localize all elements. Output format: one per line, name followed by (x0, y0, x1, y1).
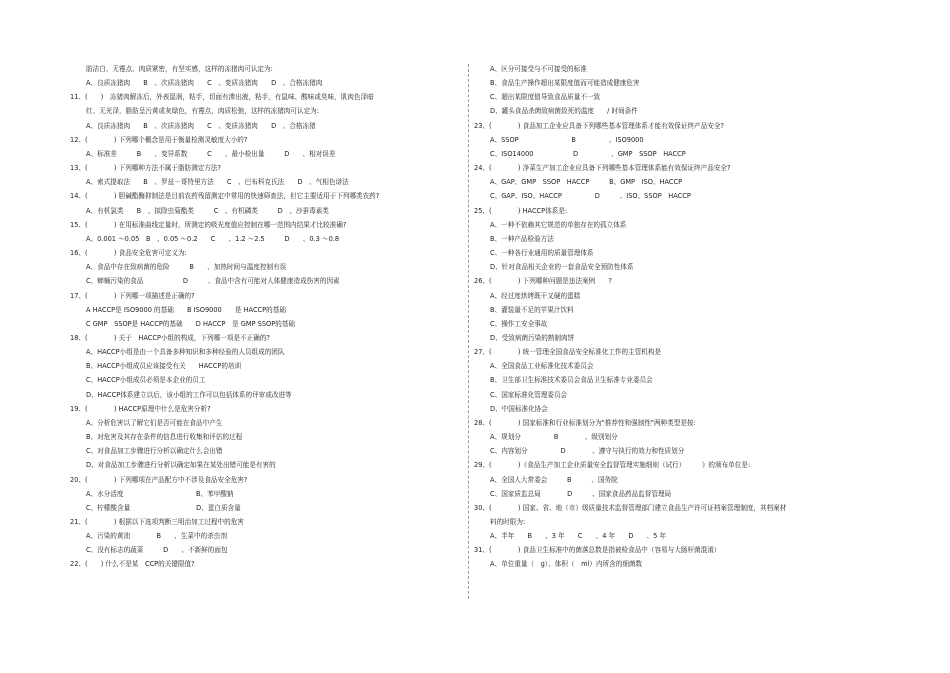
answer-options: C、GAP、ISO、HACCP D 、ISO、SSOP HACCP (490, 192, 691, 201)
question-stem: 24、( ) 净菜生产加工企业应具备下列哪些基本管理体系能有效保证终产品安全? (474, 164, 731, 173)
answer-options: C、操作工安全事故 (490, 319, 548, 328)
answer-options: D、中国标准化协会 (490, 404, 548, 413)
answer-options: A、有机氯类 B 、拟除虫菊酯类 C 、有机磷类 D 、沙蚕毒素类 (86, 206, 329, 215)
answer-options: A、污染的黄油 B 、生菜中的杀虫剂 (86, 532, 227, 541)
answer-options: C、内容划分 D 、遵守与执行的效力和性质划分 (490, 447, 685, 456)
answer-options: B、食品生产操作超出某限度值而可能造成健康危害 (490, 79, 640, 88)
answer-options: A、食品中存在致病菌的危险 B 、加热时间与温度控制有误 (86, 263, 287, 272)
question-stem: 31、( ) 食品卫生标准中的菌落总数是指被检食品中（容易与大肠杆菌混淆） (474, 546, 721, 555)
answer-options: B、一种产品检验方法 (490, 234, 554, 243)
answer-options: A、水分活度 B、苯甲酸钠 (86, 489, 234, 498)
answer-options: C、一种各行业通用的质量管理体系 (490, 249, 594, 258)
question-stem: 11、( ) 冻猪肉解冻后，外表湿润，粘手，切面有渗出液，粘手，有鼠味、酸味或臭味，肌肉色泽暗 (70, 93, 374, 102)
question-stem: 30、( ) 国家、省、地（市）级质量技术监督管理部门建立食品生产许可证档案管理制度，其档案材 (474, 503, 787, 512)
right-column (474, 62, 874, 572)
answer-options: A、分析危害以了解它们是否可能在食品中产生 (86, 418, 223, 427)
answer-options: B、对危害及其存在条件的信息进行收集和评估的过程 (86, 433, 243, 442)
left-column (70, 62, 465, 572)
answer-options: A、良质冻猪肉 B 、次质冻猪肉 C 、变质冻猪肉 D 、合格冻猪 (86, 121, 316, 130)
question-stem: 12、( ) 下列哪个概念是用于衡量检测灵敏度大小的? (70, 135, 248, 144)
question-stem: 27、( ) 统一管理全国食品安全标准化工作的主管机构是 (474, 348, 662, 357)
answer-options: B、卫生部卫生标准技术委员会食品卫生标准专业委员会 (490, 376, 653, 385)
answer-options: A、索式提取法 B 、罗兹－哥特里方法 C 、巴布科克氏法 D 、气相色谱法 (86, 178, 349, 187)
answer-options: D、针对食品相关企业的一套食品安全预防性体系 (490, 263, 634, 272)
answer-options: A、GAP、GMP SSOP HACCP B、GMP ISO、HACCP (490, 178, 683, 187)
answer-options: C、国家标准化管理委员会 (490, 390, 568, 399)
question-stem: 20、( ) 下列哪项在产品配方中不涉及食品安全危害? (70, 475, 248, 484)
answer-options: A、规划分 B 、级别划分 (490, 433, 618, 442)
answer-options: A HACCP是 ISO9000 的基础 B ISO9000 是 HACCP的基础 (86, 305, 286, 314)
answer-options: A、一种不依赖其它规范的单独存在的孤立体系 (490, 220, 627, 229)
answer-options: C、超出某限度值导致食品质量不一致 (490, 93, 601, 102)
question-stem: 16、( ) 食品安全危害可定义为: (70, 249, 187, 258)
question-stem: 26、( ) 下列哪种问题是违法案例 ? (474, 277, 612, 286)
question-stem: 15、( ) 在用标准曲线定量时，所测定的吸光度值应控制在哪一范围内结果才比较准确? (70, 220, 347, 229)
answer-options: C、国家质监总局 D 、国家食品药品监督管理局 (490, 489, 672, 498)
answer-options: A、半年 B 、3 年 C 、4 年 D 、5 年 (490, 532, 667, 541)
answer-options: C、柠檬酸含量 D、蛋白质含量 (86, 503, 241, 512)
question-stem: 18、( ) 关于 HACCP小组的构成，下列哪一项是不正确的? (70, 333, 270, 342)
question-stem: 19、( ) HACCP原理中什么是危害分析? (70, 404, 211, 413)
question-stem: 23、( ) 食品加工企业应具备下列哪些基本管理体系才能有效保证终产品安全? (474, 121, 724, 130)
answer-options: D、罐头食品杀菌致病菌致死的温度 / 时间条件 (490, 107, 638, 116)
answer-options: A、SSOP B 、ISO9000 (490, 135, 644, 144)
answer-options: C、没有标志的蔬菜 D 、不新鲜的面包 (86, 546, 228, 555)
question-continuation: 红、无光泽，脂肪呈污黄或灰绿色，有霉点，肉质松弛，这样的冻猪肉可认定为: (86, 107, 320, 116)
question-stem: 28、( ) 国家标准和行业标准划分为"推荐性和强制性"两种类型是按: (474, 418, 696, 427)
question-continuation: 肪洁白、无霉点、肉质紧密，有坚实感，这样的冻猪肉可认定为: (86, 65, 273, 73)
answer-options: A、标准差 B 、变异系数 C 、最小检出量 D 、相对误差 (86, 149, 336, 158)
answer-options: A、良质冻猪肉 B 、次质冻猪肉 C 、变质冻猪肉 D 、合格冻猪肉 (86, 79, 323, 88)
answer-options: C、HACCP小组成员必须是本企业的员工 (86, 376, 206, 385)
answer-options: A、区分可接受与不可接受的标准 (490, 65, 587, 73)
answer-options: D、受致病菌污染的熟制肉饼 (490, 333, 575, 342)
question-stem: 14、( ) 胆碱酯酶抑制法是目前农药残留测定中常用的快速筛查法，但它主要适用于下列哪类农药? (70, 192, 380, 201)
question-stem: 22、( ) 什么不是某 CCP的关键限值? (70, 560, 195, 569)
answer-options: C、蝉蛹污染的食品 D 、食品中含有可能对人体健康造成伤害的因素 (86, 277, 340, 286)
answer-options: A、0.001 ～0.05 B 、0.05 ～0.2 C 、1.2 ～2.5 D 、0.3 ～0.8 (86, 234, 340, 243)
question-stem: 13、( ) 下列哪种方法不属于脂肪测定方法? (70, 164, 222, 173)
answer-options: C、对食品加工步骤进行分析以确定什么会出错 (86, 447, 223, 456)
question-continuation: 料的时限为: (490, 518, 526, 526)
answer-options: A、全国食品工业标准化技术委员会 (490, 362, 594, 371)
answer-options: D、HACCP体系建立以后，该小组的工作可以包括体系的评审或改进等 (86, 390, 292, 399)
question-stem: 25、( ) HACCP体系是: (474, 206, 568, 215)
answer-options: D、对食品加工步骤进行分析以确定如果在某处出错可能是有害的 (86, 461, 276, 470)
question-stem: 29、( )《食品生产加工企业质量安全监督管理实施细则（试行） 》的颁布单位是: (474, 461, 751, 470)
answer-options: C、ISO14000 D 、GMP SSOP HACCP (490, 149, 686, 158)
answer-options: C GMP SSOP是 HACCP的基础 D HACCP 是 GMP SSOP的基础 (86, 319, 295, 328)
question-stem: 21、( ) 根据以下选项判断三明治加工过程中的危害 (70, 518, 244, 526)
answer-options: A、全国人大常委会 B 、国务院 (490, 475, 618, 484)
question-stem: 17、( ) 下列哪一项描述是正确的? (70, 291, 195, 300)
answer-options: A、HACCP小组是由一个具备多种知识和多种经验的人员组成的团队 (86, 348, 285, 357)
answer-options: A、经过度烘烤既干又硬的蛋糕 (490, 291, 581, 300)
answer-options: A、单位重量（ g）、体积（ ml）内所含的细菌数 (490, 560, 643, 569)
column-divider (468, 64, 469, 599)
answer-options: B、灌装量不足的苹果汁饮料 (490, 305, 574, 314)
answer-options: B、HACCP小组成员应该接受有关 HACCP的培训 (86, 362, 242, 371)
